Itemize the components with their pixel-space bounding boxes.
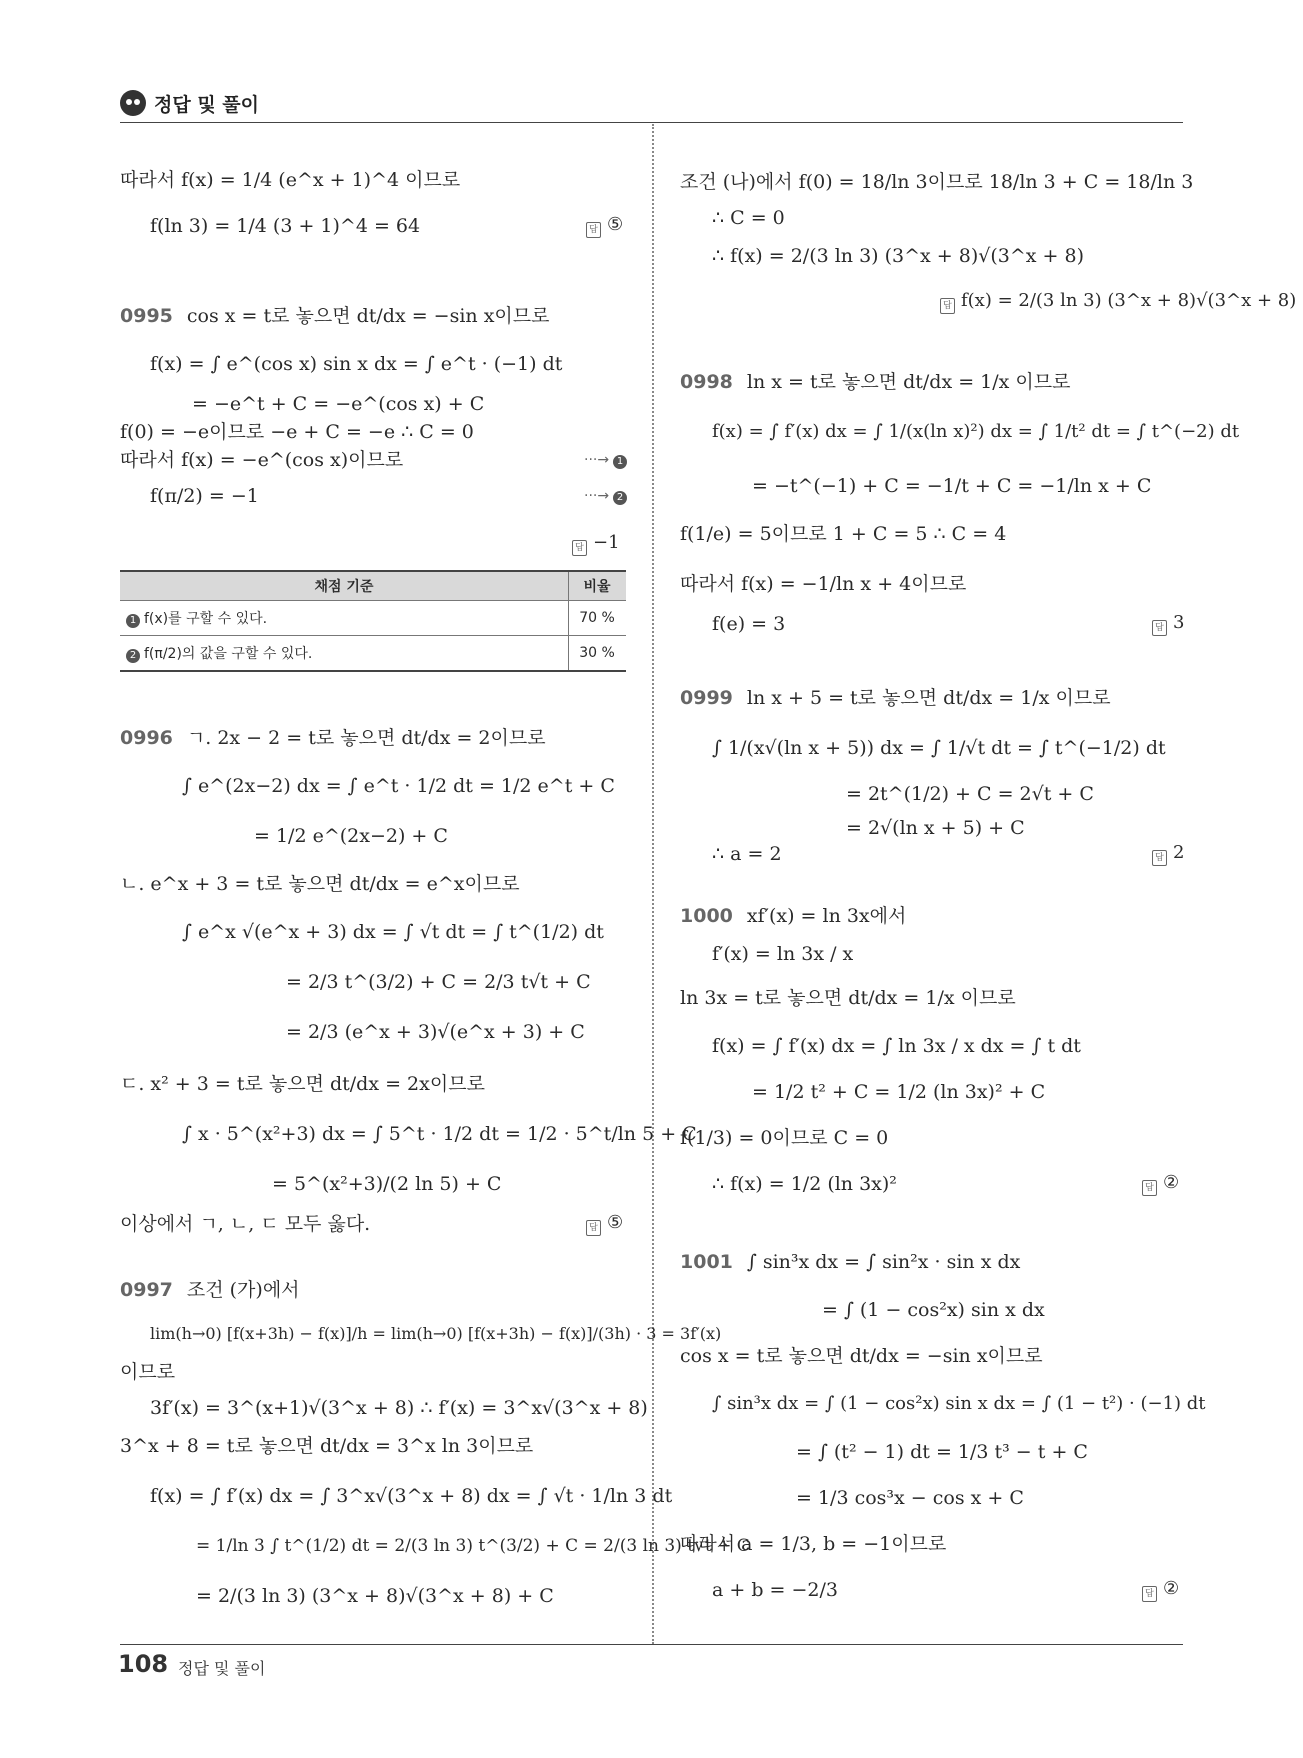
criterion-number: 2 — [126, 649, 140, 663]
solution-line: 따라서 f(x) = −1/ln x + 4이므로 — [680, 573, 967, 595]
answer-icon: 답 — [586, 222, 601, 238]
answer-0998 — [1152, 612, 1184, 636]
solution-line: a + b = −2/3 — [712, 1579, 838, 1601]
solution-line: = 2t^(1/2) + C = 2√t + C — [846, 783, 1094, 805]
footer-label: 정답 및 풀이 — [178, 1659, 266, 1678]
solution-line: 이상에서 ㄱ, ㄴ, ㄷ 모두 옳다. — [120, 1213, 371, 1235]
solution-text: ㄱ. 2x − 2 = t로 놓으면 dt/dx = 2이므로 — [186, 727, 546, 749]
solution-line: f′(x) = ln 3x / x — [712, 943, 854, 965]
solution-line: = ∫ (t² − 1) dt = 1/3 t³ − t + C — [796, 1441, 1088, 1463]
answer-0999 — [1152, 842, 1184, 866]
problem-number: 0998 — [680, 371, 733, 393]
solution-line: = 1/2 e^(2x−2) + C — [254, 825, 448, 847]
solution-line — [680, 686, 1111, 710]
solution-line: = −t^(−1) + C = −1/t + C = −1/ln x + C — [752, 475, 1152, 497]
table-row — [120, 636, 626, 672]
column-divider — [652, 124, 654, 1644]
solution-line: = 1/ln 3 ∫ t^(1/2) dt = 2/(3 ln 3) t^(3/2) + C = 2/(3 ln 3) t√t + C — [196, 1536, 750, 1556]
solution-text: cos x = t로 놓으면 dt/dx = −sin x이므로 — [186, 305, 550, 327]
problem-number: 1000 — [680, 905, 733, 927]
problem-number: 0996 — [120, 727, 173, 749]
answer-value: ② — [1163, 1578, 1180, 1599]
solution-line: 따라서 f(x) = −e^(cos x)이므로 — [120, 449, 404, 471]
answer-value: ② — [1163, 1172, 1180, 1193]
answer-value: ⑤ — [607, 1212, 624, 1233]
answer-icon: 답 — [572, 540, 587, 556]
solution-text: ln x + 5 = t로 놓으면 dt/dx = 1/x 이므로 — [746, 687, 1111, 709]
answer-value: ⑤ — [607, 214, 624, 235]
solution-line: ∫ e^(2x−2) dx = ∫ e^t · 1/2 dt = 1/2 e^t + C — [182, 775, 615, 797]
answer-icon: 답 — [1152, 850, 1167, 866]
problem-number: 0999 — [680, 687, 733, 709]
answer-icon: 답 — [940, 298, 955, 314]
answer-1000 — [1142, 1172, 1179, 1196]
solution-line — [680, 370, 1070, 394]
face-icon — [120, 90, 146, 116]
solution-line: 3f′(x) = 3^(x+1)√(3^x + 8) ∴ f′(x) = 3^x√(3^x + 8) — [150, 1397, 648, 1419]
table-cell: 70 % — [569, 601, 627, 636]
solution-line: 3^x + 8 = t로 놓으면 dt/dx = 3^x ln 3이므로 — [120, 1435, 534, 1457]
answer-1001 — [1142, 1578, 1179, 1602]
solution-line: ㄴ. e^x + 3 = t로 놓으면 dt/dx = e^x이므로 — [120, 873, 520, 895]
solution-line: ∴ a = 2 — [712, 843, 782, 865]
answer-0996 — [586, 1212, 623, 1236]
problem-number: 0997 — [120, 1279, 173, 1301]
solution-line — [120, 1278, 300, 1302]
solution-line: = 2/3 t^(3/2) + C = 2/3 t√t + C — [286, 971, 591, 993]
solution-line: = 1/2 t² + C = 1/2 (ln 3x)² + C — [752, 1081, 1046, 1103]
solution-line: = ∫ (1 − cos²x) sin x dx — [822, 1299, 1045, 1321]
answer-value: f(x) = 2/(3 ln 3) (3^x + 8)√(3^x + 8) — [961, 290, 1297, 311]
table-header-row — [120, 571, 626, 601]
solution-line: f(x) = ∫ f′(x) dx = ∫ 3^x√(3^x + 8) dx = ∫ √t · 1/ln 3 dt — [150, 1485, 673, 1507]
criterion-text: f(π/2)의 값을 구할 수 있다. — [144, 646, 313, 662]
answer-value: −1 — [593, 532, 620, 553]
solution-line — [120, 304, 549, 328]
solution-line — [680, 904, 906, 928]
solution-line: f(π/2) = −1 — [150, 485, 259, 507]
solution-line: = −e^t + C = −e^(cos x) + C — [192, 393, 485, 415]
answer-value: 2 — [1173, 842, 1185, 863]
step-number: 1 — [613, 455, 627, 469]
page-footer — [120, 1644, 1183, 1645]
step-marker-2: ···→ 2 — [584, 488, 627, 505]
solution-line: f(e) = 3 — [712, 613, 786, 635]
solution-text: xf′(x) = ln 3x에서 — [746, 905, 907, 927]
table-row — [120, 601, 626, 636]
header-title: 정답 및 풀이 — [154, 94, 259, 116]
solution-line: ∫ x · 5^(x²+3) dx = ∫ 5^t · 1/2 dt = 1/2 · 5^t/ln 5 + C — [182, 1123, 697, 1145]
step-marker-1: ···→ 1 — [584, 452, 627, 469]
solution-line: = 1/3 cos³x − cos x + C — [796, 1487, 1024, 1509]
solution-line: ∴ f(x) = 1/2 (ln 3x)² — [712, 1173, 897, 1195]
problem-number: 1001 — [680, 1251, 733, 1273]
answer-value: 3 — [1173, 612, 1185, 633]
solution-line: ∫ 1/(x√(ln x + 5)) dx = ∫ 1/√t dt = ∫ t^(−1/2) dt — [712, 737, 1166, 759]
answer-icon: 답 — [1152, 620, 1167, 636]
criterion-number: 1 — [126, 614, 140, 628]
page-header — [120, 88, 1183, 123]
solution-line: ∴ C = 0 — [712, 207, 785, 229]
page-number: 108 — [118, 1650, 169, 1678]
solution-line: cos x = t로 놓으면 dt/dx = −sin x이므로 — [680, 1345, 1043, 1367]
criterion-text: f(x)를 구할 수 있다. — [144, 611, 268, 627]
solution-line — [120, 726, 546, 750]
solution-line: = 5^(x²+3)/(2 ln 5) + C — [272, 1173, 502, 1195]
answer-0997 — [940, 290, 1296, 314]
solution-line: f(1/3) = 0이므로 C = 0 — [680, 1127, 889, 1149]
solution-line: = 2√(ln x + 5) + C — [846, 817, 1025, 839]
solution-line: 이므로 — [120, 1361, 176, 1383]
table-cell — [120, 601, 569, 636]
table-header: 비율 — [569, 571, 627, 601]
solution-line: ∫ e^x √(e^x + 3) dx = ∫ √t dt = ∫ t^(1/2) dt — [182, 921, 604, 943]
answer-icon: 답 — [1142, 1180, 1157, 1196]
solution-line: 조건 (나)에서 f(0) = 18/ln 3이므로 18/ln 3 + C = 18/ln 3 — [680, 171, 1194, 193]
solution-line: ln 3x = t로 놓으면 dt/dx = 1/x 이므로 — [680, 987, 1016, 1009]
answer-0995 — [572, 532, 620, 556]
answer-icon: 답 — [1142, 1586, 1157, 1602]
solution-text: ln x = t로 놓으면 dt/dx = 1/x 이므로 — [746, 371, 1071, 393]
solution-text: 조건 (가)에서 — [186, 1279, 300, 1301]
table-cell: 30 % — [569, 636, 627, 672]
solution-text: ∫ sin³x dx = ∫ sin²x · sin x dx — [746, 1251, 1021, 1273]
solution-line: = 2/3 (e^x + 3)√(e^x + 3) + C — [286, 1021, 585, 1043]
table-cell — [120, 636, 569, 672]
solution-line: f(x) = ∫ f′(x) dx = ∫ 1/(x(ln x)²) dx = ∫ 1/t² dt = ∫ t^(−2) dt — [712, 421, 1240, 442]
solution-line: f(1/e) = 5이므로 1 + C = 5 ∴ C = 4 — [680, 523, 1007, 545]
problem-number: 0995 — [120, 305, 173, 327]
solution-line: ∫ sin³x dx = ∫ (1 − cos²x) sin x dx = ∫ (1 − t²) · (−1) dt — [712, 1393, 1206, 1414]
solution-line: lim(h→0) [f(x+3h) − f(x)]/h = lim(h→0) [f(x+3h) − f(x)]/(3h) · 3 = 3f′(x) — [150, 1324, 722, 1343]
solution-line: 따라서 a = 1/3, b = −1이므로 — [680, 1533, 947, 1555]
step-number: 2 — [613, 491, 627, 505]
table-header: 채점 기준 — [120, 571, 569, 601]
solution-line — [680, 1250, 1020, 1274]
solution-line: = 2/(3 ln 3) (3^x + 8)√(3^x + 8) + C — [196, 1585, 554, 1607]
solution-line: f(0) = −e이므로 −e + C = −e ∴ C = 0 — [120, 421, 474, 443]
solution-line: f(x) = ∫ f′(x) dx = ∫ ln 3x / x dx = ∫ t dt — [712, 1035, 1081, 1057]
answer-0994 — [586, 214, 623, 238]
solution-line: f(ln 3) = 1/4 (3 + 1)^4 = 64 — [150, 215, 421, 237]
solution-line: ∴ f(x) = 2/(3 ln 3) (3^x + 8)√(3^x + 8) — [712, 245, 1085, 267]
solution-line: ㄷ. x² + 3 = t로 놓으면 dt/dx = 2x이므로 — [120, 1073, 485, 1095]
grading-table — [120, 570, 626, 672]
answer-icon: 답 — [586, 1220, 601, 1236]
solution-line: f(x) = ∫ e^(cos x) sin x dx = ∫ e^t · (−1) dt — [150, 353, 563, 375]
solution-line: 따라서 f(x) = 1/4 (e^x + 1)^4 이므로 — [120, 169, 461, 191]
